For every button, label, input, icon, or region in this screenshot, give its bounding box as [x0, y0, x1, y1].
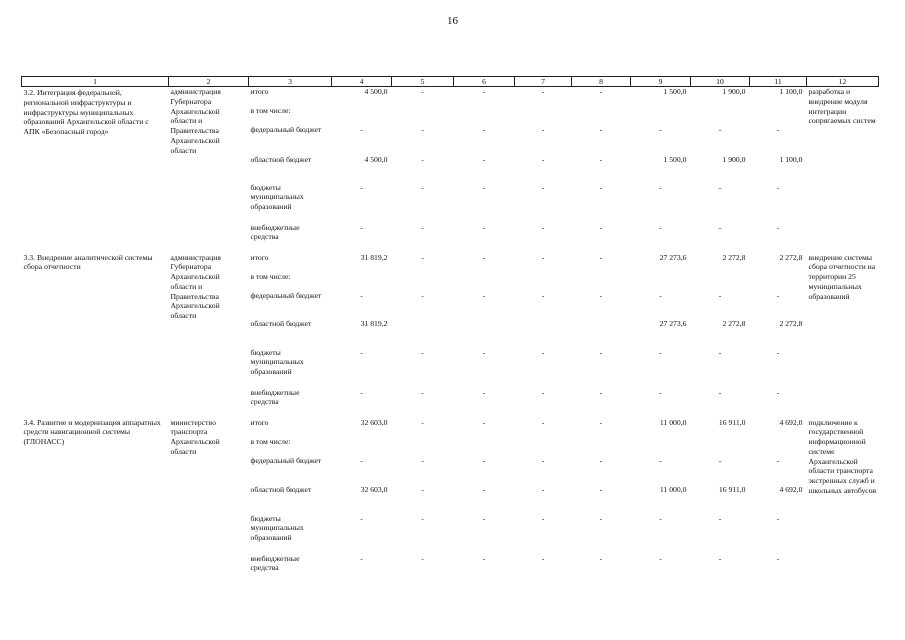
funding-source: федеральный бюджет [250, 290, 322, 300]
amount-cell: - [599, 222, 603, 232]
amount-cell: - [599, 553, 603, 563]
column-number-cell: 8 [572, 77, 631, 87]
amount-cell: 1 900,0 [722, 154, 746, 164]
amount-cell: - [599, 347, 603, 357]
amount-cell: - [776, 222, 780, 232]
table-row [22, 418, 879, 437]
amount-cell: - [718, 455, 722, 465]
amount-cell: - [482, 455, 486, 465]
amount-cell: - [360, 290, 363, 300]
amount-cell: - [360, 182, 363, 192]
amount-cell: - [482, 290, 486, 300]
amount-cell: - [659, 182, 662, 192]
amount-cell [691, 106, 750, 125]
amount-cell [454, 272, 515, 291]
funding-source: внебюджетные средства [250, 387, 300, 407]
amount-cell: - [421, 222, 424, 232]
amount-cell: 1 500,0 [663, 87, 687, 96]
amount-cell: 16 911,0 [718, 417, 746, 427]
column-number-cell: 1 [22, 77, 169, 87]
funding-source: федеральный бюджет [250, 455, 322, 465]
amount-cell: - [421, 553, 424, 563]
amount-cell: - [360, 455, 363, 465]
amount-cell: - [776, 387, 780, 397]
funding-source: итого [250, 417, 269, 427]
amount-cell [515, 319, 572, 348]
amount-cell: - [599, 154, 603, 164]
column-number-cell: 11 [750, 77, 807, 87]
amount-cell: - [659, 290, 662, 300]
amount-cell: - [421, 455, 424, 465]
funding-source: федеральный бюджет [250, 124, 322, 134]
amount-cell: - [541, 455, 545, 465]
amount-cell [392, 319, 454, 348]
amount-cell: - [718, 290, 722, 300]
funding-source: бюджеты муниципальных образований [250, 347, 304, 377]
amount-cell: 31 819,2 [360, 318, 388, 328]
amount-cell: - [541, 417, 545, 427]
funding-source: в том числе: [250, 271, 291, 281]
amount-cell: 2 272,8 [722, 318, 746, 328]
amount-cell: 11 000,0 [659, 417, 687, 427]
page-number: 16 [447, 15, 458, 27]
amount-cell: - [599, 124, 603, 134]
amount-cell [392, 106, 454, 125]
amount-cell [454, 106, 515, 125]
funding-source: бюджеты муниципальных образований [250, 182, 304, 212]
amount-cell: - [776, 455, 780, 465]
amount-cell [691, 272, 750, 291]
amount-cell: - [776, 347, 780, 357]
amount-cell: 2 272,8 [779, 252, 803, 262]
amount-cell: - [421, 290, 424, 300]
amount-cell: - [599, 513, 603, 523]
amount-cell [750, 272, 807, 291]
amount-cell: - [776, 290, 780, 300]
amount-cell: 2 272,8 [779, 318, 803, 328]
column-number-cell: 2 [169, 77, 249, 87]
amount-cell [454, 319, 515, 348]
amount-cell: 1 100,0 [779, 154, 803, 164]
measure-name: 3.3. Внедрение аналитической системы сбора отчетности [23, 252, 153, 272]
amount-cell: - [541, 222, 545, 232]
funding-source: в том числе: [250, 436, 291, 446]
measure-name: 3.4. Развитие и модернизация аппаратных средств навигационной системы (ГЛОНАСС) [23, 417, 161, 447]
amount-cell: - [541, 387, 545, 397]
amount-cell: - [659, 387, 662, 397]
amount-cell [750, 437, 807, 456]
amount-cell [572, 319, 631, 348]
amount-cell: - [541, 182, 545, 192]
program-table [21, 76, 879, 584]
amount-cell: - [421, 124, 424, 134]
funding-source: в том числе: [250, 105, 291, 115]
amount-cell: - [599, 484, 603, 494]
amount-cell: - [599, 182, 603, 192]
amount-cell [572, 272, 631, 291]
amount-cell: - [599, 417, 603, 427]
executor: администрация Губернатора Архангельской области и Правительства Архангельской области [170, 87, 221, 155]
amount-cell: - [421, 347, 424, 357]
amount-cell: - [360, 347, 363, 357]
amount-cell: - [718, 553, 722, 563]
amount-cell: 4 692,0 [779, 484, 803, 494]
amount-cell [631, 272, 691, 291]
amount-cell: 31 819,2 [360, 252, 388, 262]
amount-cell: - [482, 484, 486, 494]
table-row [22, 253, 879, 272]
amount-cell [750, 106, 807, 125]
amount-cell [631, 437, 691, 456]
amount-cell: - [659, 513, 662, 523]
amount-cell [332, 437, 392, 456]
table-row [22, 87, 879, 106]
amount-cell: 1 900,0 [722, 87, 746, 96]
column-number-cell: 5 [392, 77, 454, 87]
amount-cell: - [482, 553, 486, 563]
funding-source: итого [250, 87, 269, 96]
measure-name: 3.2. Интеграция федеральной, региональной инфраструктуры и инфраструктуры муниципальных образований Архангельской области с АПК «Безопасный город» [23, 88, 149, 137]
amount-cell: - [421, 154, 424, 164]
amount-cell [515, 437, 572, 456]
amount-cell: - [482, 417, 486, 427]
amount-cell: - [599, 252, 603, 262]
amount-cell: 11 000,0 [659, 484, 687, 494]
column-number-cell: 10 [691, 77, 750, 87]
amount-cell: - [482, 124, 486, 134]
amount-cell: - [659, 124, 662, 134]
amount-cell: - [599, 387, 603, 397]
amount-cell: - [718, 222, 722, 232]
amount-cell: - [482, 513, 486, 523]
amount-cell: - [659, 455, 662, 465]
amount-cell: - [360, 124, 363, 134]
column-number-cell: 6 [454, 77, 515, 87]
amount-cell: - [421, 87, 424, 96]
column-number-cell: 9 [631, 77, 691, 87]
amount-cell: - [360, 387, 363, 397]
funding-source: внебюджетные средства [250, 222, 300, 242]
amount-cell: - [421, 484, 424, 494]
amount-cell: 27 273,6 [659, 252, 687, 262]
amount-cell: - [541, 347, 545, 357]
amount-cell: - [541, 553, 545, 563]
amount-cell: - [776, 553, 780, 563]
amount-cell: - [718, 182, 722, 192]
executor: министерство транспорта Архангельской области [170, 417, 220, 456]
amount-cell: - [360, 513, 363, 523]
amount-cell: - [599, 87, 603, 96]
amount-cell: - [659, 347, 662, 357]
amount-cell [572, 106, 631, 125]
amount-cell: - [718, 513, 722, 523]
amount-cell: - [421, 387, 424, 397]
amount-cell: - [360, 222, 363, 232]
amount-cell: - [421, 252, 424, 262]
amount-cell: - [541, 154, 545, 164]
amount-cell: 4 500,0 [364, 87, 388, 96]
amount-cell: - [541, 252, 545, 262]
column-number-cell: 3 [249, 77, 332, 87]
amount-cell: - [718, 124, 722, 134]
amount-cell: - [541, 87, 545, 96]
expected-result: внедрение системы сбора отчетности на территории 25 муниципальных образований [808, 252, 876, 301]
funding-source: областной бюджет [250, 154, 312, 164]
amount-cell: - [482, 87, 486, 96]
funding-source: бюджеты муниципальных образований [250, 513, 304, 543]
amount-cell: 1 100,0 [779, 87, 803, 96]
amount-cell [454, 437, 515, 456]
amount-cell: - [776, 124, 780, 134]
amount-cell: - [541, 484, 545, 494]
amount-cell: - [718, 347, 722, 357]
amount-cell: - [776, 182, 780, 192]
amount-cell: - [541, 513, 545, 523]
amount-cell [332, 106, 392, 125]
amount-cell: - [541, 290, 545, 300]
amount-cell: - [599, 290, 603, 300]
amount-cell: - [659, 222, 662, 232]
amount-cell: - [421, 417, 424, 427]
amount-cell [392, 437, 454, 456]
funding-source: областной бюджет [250, 484, 312, 494]
amount-cell: 27 273,6 [659, 318, 687, 328]
amount-cell: 4 692,0 [779, 417, 803, 427]
amount-cell: 2 272,8 [722, 252, 746, 262]
amount-cell: 1 500,0 [663, 154, 687, 164]
amount-cell: - [599, 455, 603, 465]
amount-cell: 16 911,0 [718, 484, 746, 494]
amount-cell [631, 106, 691, 125]
amount-cell: - [421, 182, 424, 192]
amount-cell [691, 437, 750, 456]
amount-cell: 4 500,0 [364, 154, 388, 164]
amount-cell: - [482, 222, 486, 232]
amount-cell [572, 437, 631, 456]
amount-cell [332, 272, 392, 291]
executor: администрация Губернатора Архангельской области и Правительства Архангельской области [170, 252, 221, 321]
column-number-cell: 4 [332, 77, 392, 87]
funding-source: итого [250, 252, 269, 262]
amount-cell: - [541, 124, 545, 134]
amount-cell: - [482, 347, 486, 357]
funding-source: внебюджетные средства [250, 553, 300, 573]
amount-cell: - [659, 553, 662, 563]
amount-cell: 32 603,0 [360, 417, 388, 427]
amount-cell: - [421, 513, 424, 523]
amount-cell [515, 106, 572, 125]
column-number-row [22, 77, 879, 87]
amount-cell: - [776, 513, 780, 523]
amount-cell: 32 603,0 [360, 484, 388, 494]
amount-cell: - [718, 387, 722, 397]
funding-source: областной бюджет [250, 318, 312, 328]
amount-cell [515, 272, 572, 291]
amount-cell: - [482, 154, 486, 164]
amount-cell: - [482, 182, 486, 192]
amount-cell: - [482, 252, 486, 262]
amount-cell: - [360, 553, 363, 563]
amount-cell [392, 272, 454, 291]
amount-cell: - [482, 387, 486, 397]
expected-result: разработка и внедрение модуля интеграции сопрягаемых систем [808, 87, 876, 126]
column-number-cell: 7 [515, 77, 572, 87]
expected-result: подключение к государственной информационной системе Архангельской области транспорта экстренных служб и школьных автобусов [808, 417, 877, 496]
column-number-cell: 12 [807, 77, 879, 87]
